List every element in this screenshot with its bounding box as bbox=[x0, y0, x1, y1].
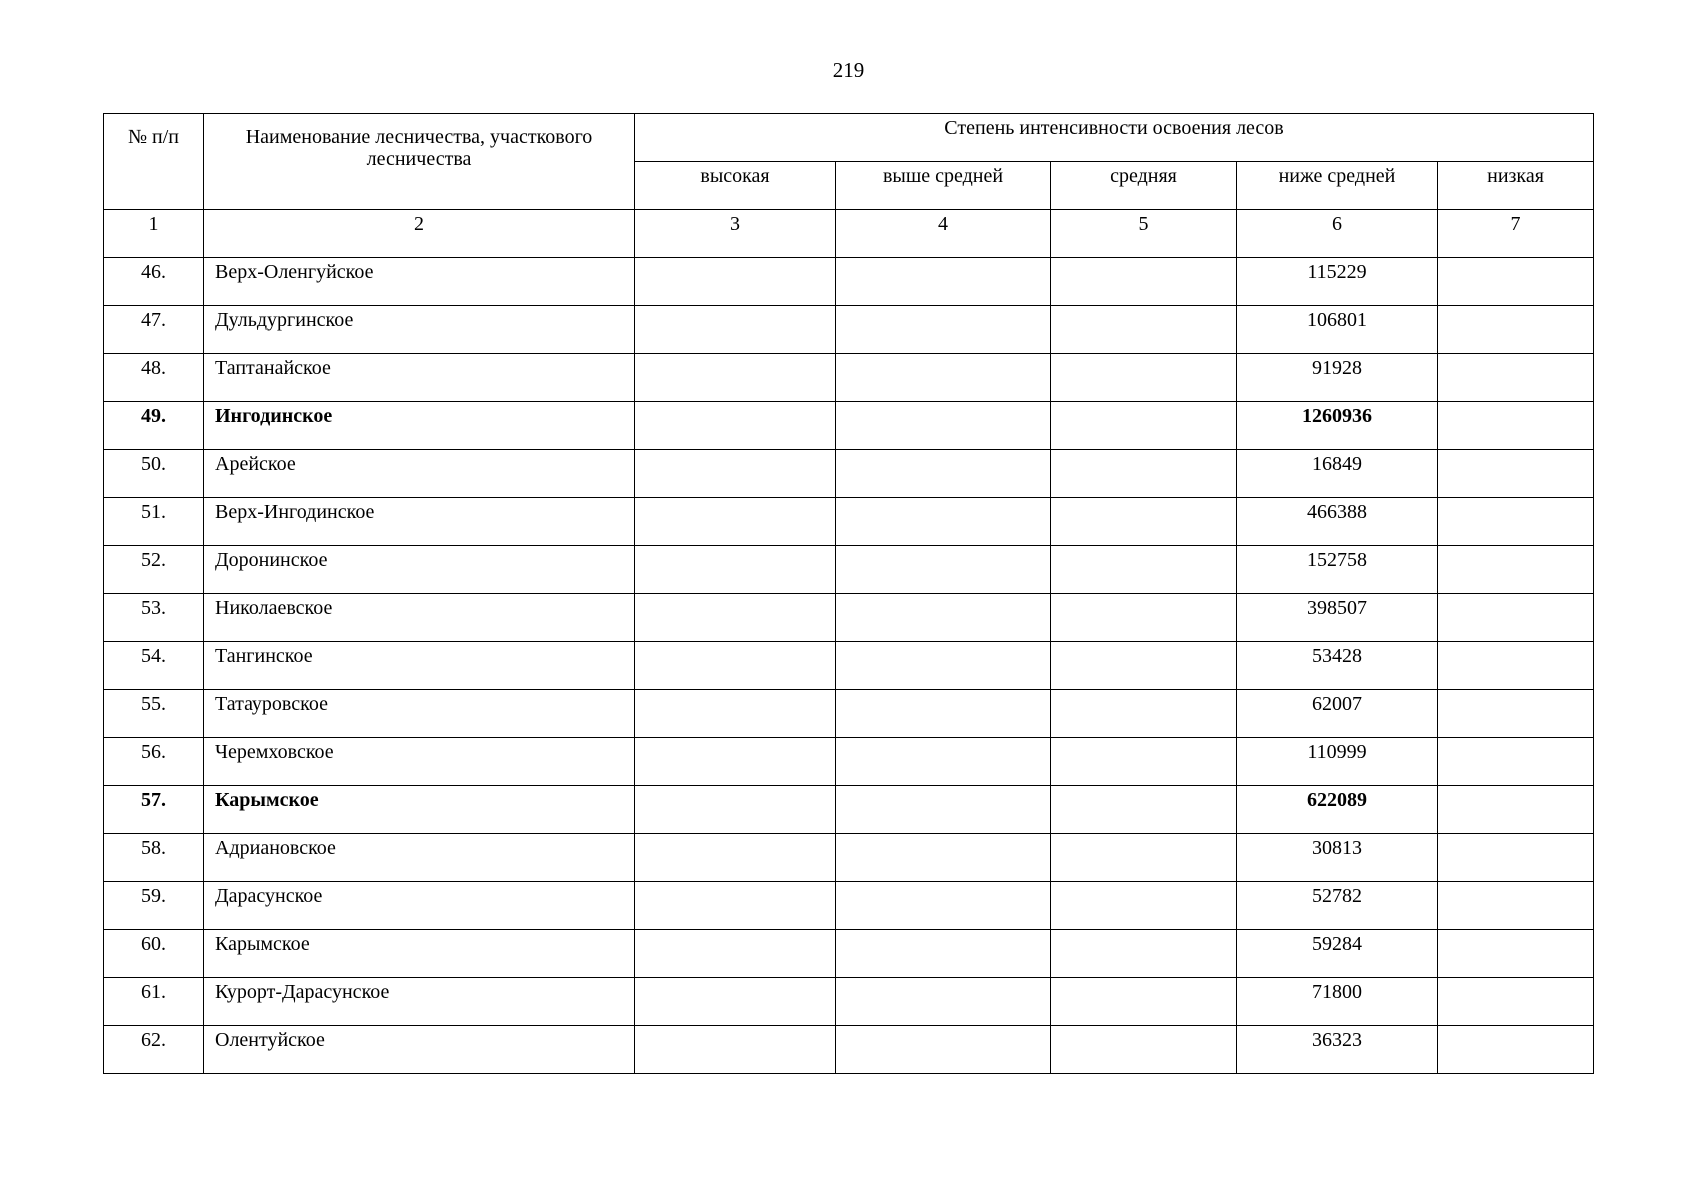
average-intensity-cell bbox=[1051, 306, 1237, 354]
column-numbers-row bbox=[104, 210, 1594, 258]
column-number: 6 bbox=[1237, 210, 1438, 258]
high-intensity-cell bbox=[635, 354, 836, 402]
below-average-intensity-cell: 398507 bbox=[1237, 594, 1438, 642]
row-number-cell: 58. bbox=[104, 834, 204, 882]
row-number-cell: 60. bbox=[104, 930, 204, 978]
forestry-name-cell: Карымское bbox=[204, 930, 635, 978]
average-intensity-cell bbox=[1051, 498, 1237, 546]
forestry-name-cell: Черемховское bbox=[204, 738, 635, 786]
row-number-cell: 54. bbox=[104, 642, 204, 690]
below-average-intensity-cell: 53428 bbox=[1237, 642, 1438, 690]
column-number: 1 bbox=[104, 210, 204, 258]
below-average-intensity-cell: 466388 bbox=[1237, 498, 1438, 546]
high-intensity-cell bbox=[635, 498, 836, 546]
column-number: 2 bbox=[204, 210, 635, 258]
average-intensity-cell bbox=[1051, 786, 1237, 834]
low-intensity-cell bbox=[1438, 978, 1594, 1026]
above-average-intensity-cell bbox=[836, 738, 1051, 786]
above-average-intensity-cell bbox=[836, 258, 1051, 306]
high-intensity-cell bbox=[635, 786, 836, 834]
above-average-intensity-cell bbox=[836, 786, 1051, 834]
row-number-cell: 53. bbox=[104, 594, 204, 642]
table-row bbox=[104, 978, 1594, 1026]
row-number-cell: 47. bbox=[104, 306, 204, 354]
average-intensity-cell bbox=[1051, 690, 1237, 738]
row-number-cell: 59. bbox=[104, 882, 204, 930]
high-intensity-cell bbox=[635, 882, 836, 930]
high-intensity-cell bbox=[635, 546, 836, 594]
low-intensity-cell bbox=[1438, 738, 1594, 786]
high-intensity-cell bbox=[635, 978, 836, 1026]
below-average-intensity-cell: 71800 bbox=[1237, 978, 1438, 1026]
low-intensity-cell bbox=[1438, 258, 1594, 306]
row-number-cell: 56. bbox=[104, 738, 204, 786]
above-average-intensity-cell bbox=[836, 594, 1051, 642]
forestry-name-cell: Верх-Ингодинское bbox=[204, 498, 635, 546]
table-row bbox=[104, 498, 1594, 546]
table-row bbox=[104, 642, 1594, 690]
table-row bbox=[104, 594, 1594, 642]
header-level-average: средняя bbox=[1051, 162, 1237, 210]
row-number-cell: 46. bbox=[104, 258, 204, 306]
average-intensity-cell bbox=[1051, 1026, 1237, 1074]
low-intensity-cell bbox=[1438, 690, 1594, 738]
high-intensity-cell bbox=[635, 690, 836, 738]
average-intensity-cell bbox=[1051, 738, 1237, 786]
forestry-name-cell: Татауровское bbox=[204, 690, 635, 738]
table-row bbox=[104, 306, 1594, 354]
low-intensity-cell bbox=[1438, 546, 1594, 594]
low-intensity-cell bbox=[1438, 306, 1594, 354]
row-number-cell: 48. bbox=[104, 354, 204, 402]
low-intensity-cell bbox=[1438, 594, 1594, 642]
above-average-intensity-cell bbox=[836, 450, 1051, 498]
below-average-intensity-cell: 91928 bbox=[1237, 354, 1438, 402]
below-average-intensity-cell: 36323 bbox=[1237, 1026, 1438, 1074]
table-row bbox=[104, 402, 1594, 450]
below-average-intensity-cell: 106801 bbox=[1237, 306, 1438, 354]
forestry-name-cell: Арейское bbox=[204, 450, 635, 498]
high-intensity-cell bbox=[635, 258, 836, 306]
low-intensity-cell bbox=[1438, 450, 1594, 498]
above-average-intensity-cell bbox=[836, 498, 1051, 546]
low-intensity-cell bbox=[1438, 930, 1594, 978]
forestry-name-cell: Ингодинское bbox=[204, 402, 635, 450]
forestry-intensity-table bbox=[103, 113, 1594, 1074]
average-intensity-cell bbox=[1051, 642, 1237, 690]
forestry-name-cell: Тангинское bbox=[204, 642, 635, 690]
forestry-name-cell: Николаевское bbox=[204, 594, 635, 642]
page-number: 219 bbox=[832, 58, 865, 82]
below-average-intensity-cell: 52782 bbox=[1237, 882, 1438, 930]
column-number: 5 bbox=[1051, 210, 1237, 258]
below-average-intensity-cell: 59284 bbox=[1237, 930, 1438, 978]
column-number: 4 bbox=[836, 210, 1051, 258]
table-row bbox=[104, 546, 1594, 594]
forestry-name-cell: Курорт-Дарасунское bbox=[204, 978, 635, 1026]
above-average-intensity-cell bbox=[836, 834, 1051, 882]
header-level-below-average: ниже средней bbox=[1237, 162, 1438, 210]
table-row bbox=[104, 1026, 1594, 1074]
average-intensity-cell bbox=[1051, 882, 1237, 930]
column-number: 7 bbox=[1438, 210, 1594, 258]
above-average-intensity-cell bbox=[836, 690, 1051, 738]
below-average-intensity-cell: 62007 bbox=[1237, 690, 1438, 738]
header-row bbox=[104, 114, 1594, 162]
high-intensity-cell bbox=[635, 450, 836, 498]
above-average-intensity-cell bbox=[836, 354, 1051, 402]
above-average-intensity-cell bbox=[836, 882, 1051, 930]
average-intensity-cell bbox=[1051, 354, 1237, 402]
table-row bbox=[104, 258, 1594, 306]
below-average-intensity-cell: 152758 bbox=[1237, 546, 1438, 594]
table-row bbox=[104, 786, 1594, 834]
low-intensity-cell bbox=[1438, 882, 1594, 930]
high-intensity-cell bbox=[635, 738, 836, 786]
header-name: Наименование лесничества, участкового лесничества bbox=[204, 114, 635, 210]
average-intensity-cell bbox=[1051, 930, 1237, 978]
row-number-cell: 62. bbox=[104, 1026, 204, 1074]
average-intensity-cell bbox=[1051, 594, 1237, 642]
below-average-intensity-cell: 622089 bbox=[1237, 786, 1438, 834]
row-number-cell: 49. bbox=[104, 402, 204, 450]
forestry-name-cell: Верх-Оленгуйское bbox=[204, 258, 635, 306]
forestry-name-cell: Карымское bbox=[204, 786, 635, 834]
low-intensity-cell bbox=[1438, 1026, 1594, 1074]
high-intensity-cell bbox=[635, 402, 836, 450]
row-number-cell: 57. bbox=[104, 786, 204, 834]
above-average-intensity-cell bbox=[836, 546, 1051, 594]
row-number-cell: 55. bbox=[104, 690, 204, 738]
table-body bbox=[104, 258, 1594, 1074]
low-intensity-cell bbox=[1438, 354, 1594, 402]
above-average-intensity-cell bbox=[836, 930, 1051, 978]
below-average-intensity-cell: 30813 bbox=[1237, 834, 1438, 882]
below-average-intensity-cell: 16849 bbox=[1237, 450, 1438, 498]
low-intensity-cell bbox=[1438, 402, 1594, 450]
high-intensity-cell bbox=[635, 306, 836, 354]
above-average-intensity-cell bbox=[836, 402, 1051, 450]
header-level-above-average: выше средней bbox=[836, 162, 1051, 210]
header-intensity-group: Степень интенсивности освоения лесов bbox=[635, 114, 1594, 162]
row-number-cell: 52. bbox=[104, 546, 204, 594]
below-average-intensity-cell: 115229 bbox=[1237, 258, 1438, 306]
header-level-high: высокая bbox=[635, 162, 836, 210]
high-intensity-cell bbox=[635, 642, 836, 690]
row-number-cell: 61. bbox=[104, 978, 204, 1026]
average-intensity-cell bbox=[1051, 450, 1237, 498]
table-row bbox=[104, 354, 1594, 402]
high-intensity-cell bbox=[635, 1026, 836, 1074]
header-level-low: низкая bbox=[1438, 162, 1594, 210]
forestry-name-cell: Дарасунское bbox=[204, 882, 635, 930]
high-intensity-cell bbox=[635, 930, 836, 978]
average-intensity-cell bbox=[1051, 834, 1237, 882]
average-intensity-cell bbox=[1051, 546, 1237, 594]
below-average-intensity-cell: 1260936 bbox=[1237, 402, 1438, 450]
above-average-intensity-cell bbox=[836, 642, 1051, 690]
low-intensity-cell bbox=[1438, 642, 1594, 690]
average-intensity-cell bbox=[1051, 258, 1237, 306]
high-intensity-cell bbox=[635, 834, 836, 882]
table-row bbox=[104, 738, 1594, 786]
low-intensity-cell bbox=[1438, 498, 1594, 546]
below-average-intensity-cell: 110999 bbox=[1237, 738, 1438, 786]
average-intensity-cell bbox=[1051, 402, 1237, 450]
low-intensity-cell bbox=[1438, 786, 1594, 834]
above-average-intensity-cell bbox=[836, 1026, 1051, 1074]
table-row bbox=[104, 882, 1594, 930]
table-row bbox=[104, 834, 1594, 882]
row-number-cell: 50. bbox=[104, 450, 204, 498]
forestry-name-cell: Таптанайское bbox=[204, 354, 635, 402]
low-intensity-cell bbox=[1438, 834, 1594, 882]
table-row bbox=[104, 690, 1594, 738]
forestry-name-cell: Адриановское bbox=[204, 834, 635, 882]
high-intensity-cell bbox=[635, 594, 836, 642]
header-num: № п/п bbox=[104, 114, 204, 210]
forestry-name-cell: Олентуйское bbox=[204, 1026, 635, 1074]
table-row bbox=[104, 450, 1594, 498]
above-average-intensity-cell bbox=[836, 306, 1051, 354]
row-number-cell: 51. bbox=[104, 498, 204, 546]
table-row bbox=[104, 930, 1594, 978]
average-intensity-cell bbox=[1051, 978, 1237, 1026]
forestry-name-cell: Дульдургинское bbox=[204, 306, 635, 354]
above-average-intensity-cell bbox=[836, 978, 1051, 1026]
forestry-name-cell: Доронинское bbox=[204, 546, 635, 594]
column-number: 3 bbox=[635, 210, 836, 258]
